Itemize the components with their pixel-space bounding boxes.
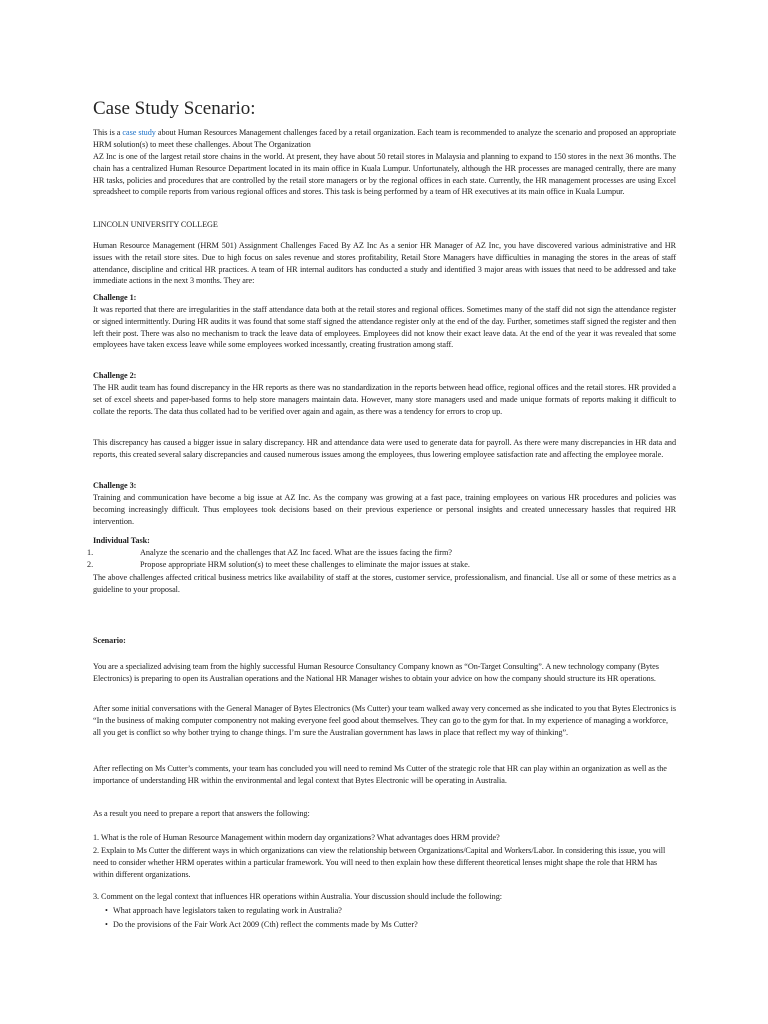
bullet-list-item <box>105 919 418 931</box>
bullet-icon: • <box>105 920 108 929</box>
organization-paragraph: AZ Inc is one of the largest retail store chains in the world. At present, they have about 50 retail stores in Malaysia and planning to expand to 150 stores in the next 36 months. The chain has a centralized Human Resource Department located in its main office in Kuala Lumpur. Unfortunately, although the HR processes are managed centrally, there are many HR tasks, policies and procedures that are controlled by the retail store managers or by the regional offices in each state. Currently, the HR management processes are using Excel spreadsheet to compile reports from various regional offices and stores. This task is being performed by a team of HR executives at its main office in Kuala Lumpur. <box>93 152 676 197</box>
scenario-paragraph-1: You are a specialized advising team from the highly successful Human Resource Consultancy Company known as “On-Target Consulting”. A new technology company (Bytes Electronics) is preparing to open its Australian operations and the National HR Manager wishes to obtain your advice on how the company should structure its HR operations. <box>93 662 659 683</box>
challenge-3-text: Training and communication have become a big issue at AZ Inc. As the company was growing at a fast pace, training employees on various HR procedures and policies was becoming increasingly difficult. Thus employees took decisions based on their previous experience or personal insights and created unnecessary hassles that required HR intervention. <box>93 493 676 526</box>
bullet-text: Do the provisions of the Fair Work Act 2009 (Cth) reflect the comments made by Ms Cutter? <box>113 920 418 929</box>
task-text: Propose appropriate HRM solution(s) to meet these challenges to eliminate the major issues at stake. <box>140 560 470 569</box>
scenario-paragraph-3: After reflecting on Ms Cutter’s comments, your team has concluded you will need to remind Ms Cutter of the strategic role that HR can play within an organization as well as the importance of understanding HR within the environmental and legal context that Bytes Electronic will be operating in Australia. <box>93 764 667 785</box>
challenge-2-text-continued: This discrepancy has caused a bigger issue in salary discrepancy. HR and attendance data were used to generate data for payroll. As there were many discrepancies in HR data and reports, this created several salary discrepancies and caused numerous issues among the employees, thus lowering employee satisfaction rate and affecting the employee morale. <box>93 438 676 459</box>
hrm-assignment-paragraph: Human Resource Management (HRM 501) Assignment Challenges Faced By AZ Inc As a senior HR Manager of AZ Inc, you have discovered various administrative and HR issues with the retail store sites. Due to high focus on sales revenue and stores profitability, Retail Store Managers have difficulties in managing the stores in the areas of staff attendance, discipline and critical HR practices. A team of HR internal auditors has conducted a study and identified 3 major areas with issues that need to be addressed and take immediate actions in the next 3 months. They are: <box>93 241 676 286</box>
challenge-2-heading: Challenge 2: <box>93 371 137 380</box>
scenario-paragraph-2: After some initial conversations with the General Manager of Bytes Electronics (Ms Cutter) your team walked away very concerned as she indicated to you that Bytes Electronics is “In the business of making computer componentry not making everyone feel good about themselves. They can go to the gym for that. In my experience of managing a workforce, all you get is conflict so why bother trying to change things. I’m sure the Australian government has laws in place that reflect my way of thinking”. <box>93 704 676 737</box>
question-2: 2. Explain to Ms Cutter the different ways in which organizations can view the relationship between Organizations/Capital and Workers/Labor. In considering this issue, you will need to consider whether HRM operates within a particular framework. You will need to then explain how these different theoretical lenses might shape the role that HRM has within different organizations. <box>93 846 666 879</box>
task-number: 2. <box>87 560 94 569</box>
intro-text-after: about Human Resources Management challenges faced by a retail organization. Each team is recommended to analyze the scenario and proposed an appropriate HRM solution(s) to meet these challenges. About The Organization <box>93 128 676 149</box>
task-number: 1. <box>87 548 94 557</box>
page-title: Case Study Scenario: <box>93 98 256 119</box>
bullet-icon: • <box>105 906 108 915</box>
individual-task-heading: Individual Task: <box>93 536 150 545</box>
question-3: 3. Comment on the legal context that influences HR operations within Australia. Your discussion should include the following: <box>93 892 502 901</box>
case-study-link[interactable]: case study <box>122 128 156 137</box>
challenge-2-text: The HR audit team has found discrepancy in the HR reports as there was no standardization in the reports between head office, regional offices and the retail stores. HR provided a set of excel sheets and paper-based forms to help store managers maintain data. However, many store managers used and made unique formats of reports making it difficult to collate the reports. The data thus collated had to be verified over again and again, as there was a tendency for errors to crop up. <box>93 383 676 416</box>
task-closing-paragraph: The above challenges affected critical business metrics like availability of staff at the stores, customer service, professionalism, and financial. Use all or some of these metrics as a guideline to your proposal. <box>93 573 676 594</box>
task-text: Analyze the scenario and the challenges that AZ Inc faced. What are the issues facing the firm? <box>140 548 452 557</box>
bullet-text: What approach have legislators taken to regulating work in Australia? <box>113 906 342 915</box>
challenge-1-heading: Challenge 1: <box>93 293 137 302</box>
college-name: LINCOLN UNIVERSITY COLLEGE <box>93 220 218 229</box>
bullet-list-item <box>105 905 342 917</box>
scenario-paragraph-4: As a result you need to prepare a report that answers the following: <box>93 809 310 818</box>
challenge-3-heading: Challenge 3: <box>93 481 137 490</box>
scenario-heading: Scenario: <box>93 636 126 645</box>
intro-text-before: This is a <box>93 128 123 137</box>
question-1: 1. What is the role of Human Resource Management within modern day organizations? What advantages does HRM provide? <box>93 833 500 842</box>
challenge-1-text: It was reported that there are irregularities in the staff attendance data both at the retail stores and regional offices. Sometimes many of the staff did not sign the attendance register or signed intermittently. During HR audits it was found that some staff signed the attendance register only at the end of the day. Further, sometimes staff signed the register and then left their post. There was also no mechanism to track the leave data of employees. Employees did not know their exact leave data. At the end of the year it was revealed that some employees have taken excess leave while some employees worked incessantly, creating frustration among staff. <box>93 305 676 350</box>
intro-paragraph <box>93 127 676 151</box>
